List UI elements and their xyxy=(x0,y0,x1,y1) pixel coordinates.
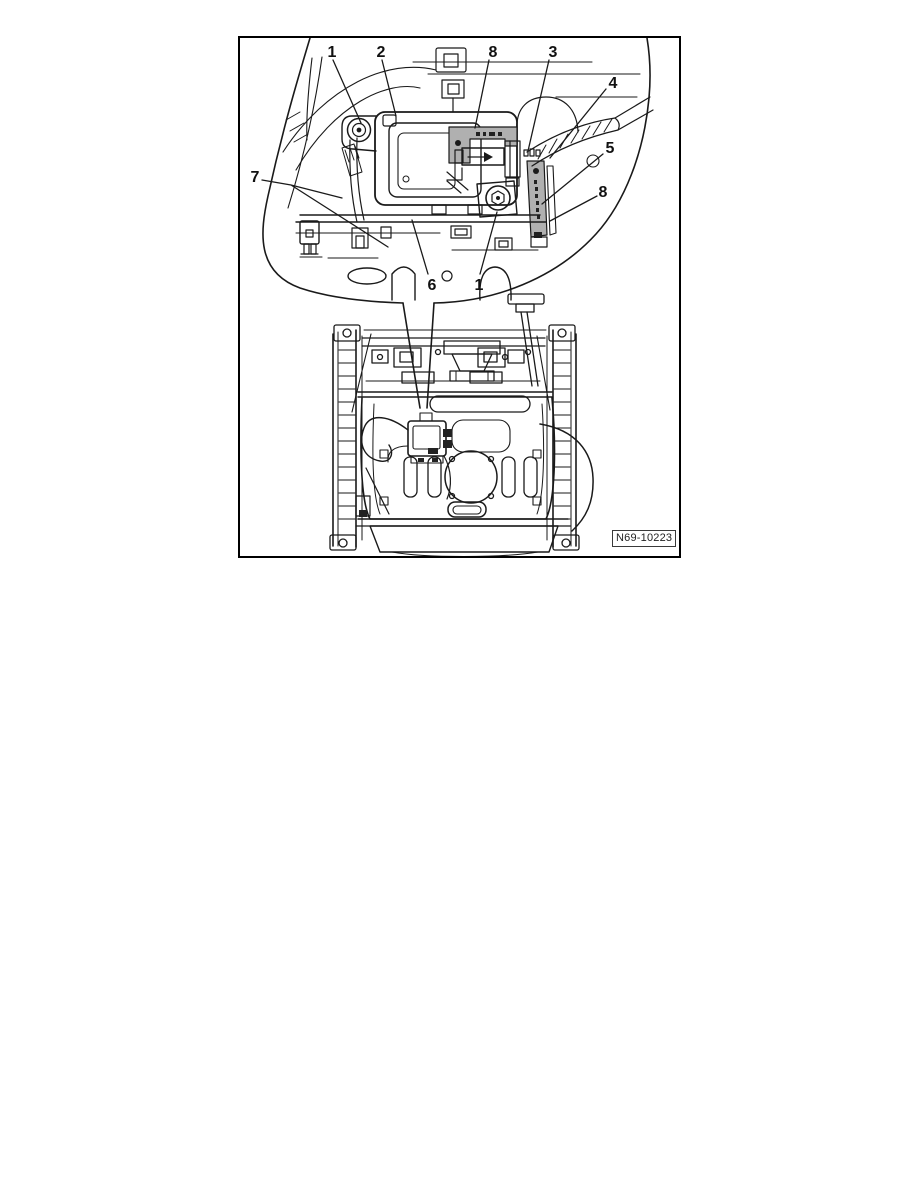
seat-rear-view xyxy=(330,294,593,556)
callout-5: 5 xyxy=(605,140,615,157)
figure-code-label xyxy=(612,530,676,547)
callout-8-right: 8 xyxy=(598,184,608,201)
figure-code-text: N69-10223 xyxy=(616,532,673,544)
callout-1-top: 1 xyxy=(327,44,337,61)
callout-2: 2 xyxy=(376,44,386,61)
detail-view xyxy=(283,48,653,300)
leader-lines xyxy=(262,60,606,274)
figure-drawing xyxy=(240,38,679,556)
callout-7: 7 xyxy=(250,169,260,186)
callout-6: 6 xyxy=(427,277,437,294)
figure-frame xyxy=(238,36,681,558)
callout-1-bottom: 1 xyxy=(474,277,484,294)
callout-3: 3 xyxy=(548,44,558,61)
callout-4: 4 xyxy=(608,75,618,92)
callout-8-top: 8 xyxy=(488,44,498,61)
